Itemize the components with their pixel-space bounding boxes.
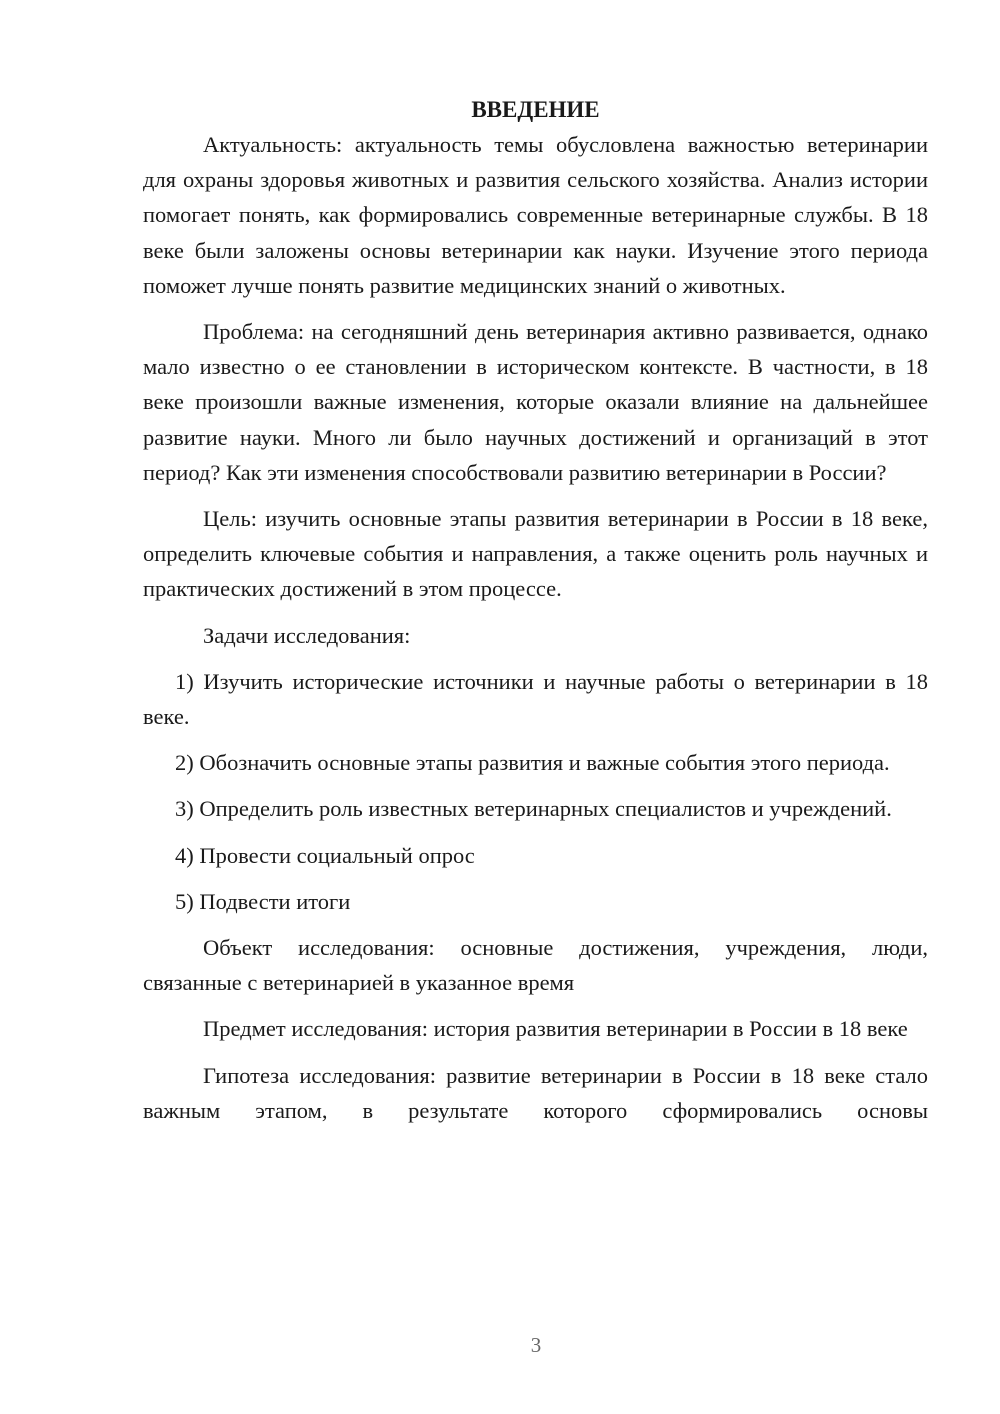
task-item: 1) Изучить исторические источники и научные работы о ветеринарии в 18 веке. [143,668,928,730]
problem-paragraph: Проблема: на сегодняшний день ветеринария активно развивается, однако мало известно о ее становлении в историческом контексте. В частности, в 18 веке произошли важные изменения, которые оказали влияние на дальнейшее развитие науки. Много ли было научных достижений и организаций в этот период? Как эти изменения способствовали развитию ветеринарии в России? [143,319,928,485]
object-paragraph: Объект исследования: основные достижения, учреждения, люди, связанные с ветеринарией в указанное время [143,935,928,996]
task-item: 3) Определить роль известных ветеринарных специалистов и учреждений. [175,796,892,822]
task-item: 4) Провести социальный опрос [175,842,475,868]
subject-paragraph: Предмет исследования: история развития ветеринарии в России в 18 веке [203,1016,908,1042]
task-item: 5) Подвести итоги [175,888,351,914]
page-body [143,92,928,1139]
section-heading: ВВЕДЕНИЕ [471,97,600,122]
relevance-paragraph: Актуальность: актуальность темы обусловлена важностью ветеринарии для охраны здоровья животных и развития сельского хозяйства. Анализ истории помогает понять, как формировались современные ветеринарные службы. В 18 веке были заложены основы ветеринарии как науки. Изучение этого периода поможет лучше понять развитие медицинских знаний о животных. [143,132,928,298]
tasks-title: Задачи исследования: [203,622,411,648]
hypothesis-paragraph: Гипотеза исследования: развитие ветеринарии в России в 18 веке стало важным этапом, в результате которого сформировались основы [143,1062,928,1123]
task-item: 2) Обозначить основные этапы развития и важные события этого периода. [175,750,890,776]
page-number: 3 [530,1333,542,1357]
goal-paragraph: Цель: изучить основные этапы развития ветеринарии в России в 18 веке, определить ключевые события и направления, а также оценить роль научных и практических достижений в этом процессе. [143,506,928,602]
